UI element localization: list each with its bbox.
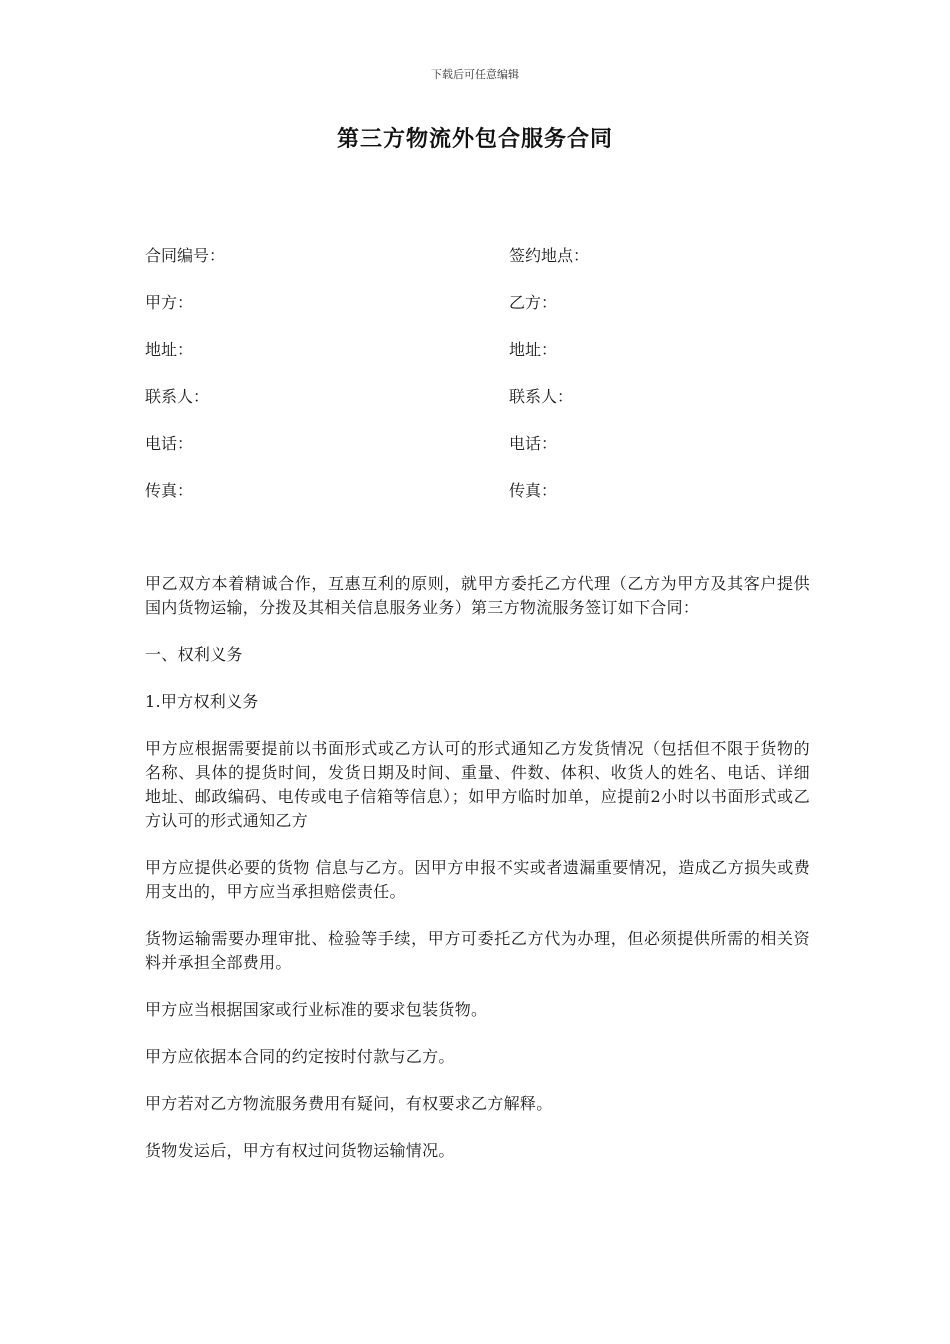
field-party-a-fax: 传真： xyxy=(145,481,194,500)
subsection-heading-party-a: 1.甲方权利义务 xyxy=(145,692,259,711)
field-contract-number: 合同编号： xyxy=(145,246,226,265)
field-party-a: 甲方： xyxy=(145,293,194,312)
clause-provide-info: 甲方应提供必要的货物 信息与乙方。因甲方申报不实或者遗漏重要情况，造成乙方损失或费用支出的，甲方应当承担赔偿责任。 xyxy=(145,858,810,901)
clause-track-shipment: 货物发运后，甲方有权过问货物运输情况。 xyxy=(145,1141,455,1160)
field-party-b-address: 地址： xyxy=(509,340,558,359)
document-title: 第三方物流外包合服务合同 xyxy=(336,126,613,152)
field-row-fax xyxy=(145,479,815,526)
clause-packaging: 甲方应当根据国家或行业标准的要求包装货物。 xyxy=(145,1000,488,1019)
field-row-contract-number xyxy=(145,244,815,291)
clause-approval-procedures: 货物运输需要办理审批、检验等手续，甲方可委托乙方代为办理，但必须提供所需的相关资料并承担全部费用。 xyxy=(145,929,810,972)
clause-notify-shipment: 甲方应根据需要提前以书面形式或乙方认可的形式通知乙方发货情况（包括但不限于货物的名称、具体的提货时间，发货日期及时间、重量、件数、体积、收货人的姓名、电话、详细地址、邮政编码、电传或电子信箱等信息）；如甲方临时加单，应提前2小时以书面形式或乙方认可的形式通知乙方 xyxy=(145,739,810,830)
header-note: 下载后可任意编辑 xyxy=(431,68,519,81)
intro-paragraph: 甲乙双方本着精诚合作，互惠互利的原则，就甲方委托乙方代理（乙方为甲方及其客户提供国内货物运输，分拨及其相关信息服务业务）第三方物流服务签订如下合同： xyxy=(145,574,810,617)
field-party-a-phone: 电话： xyxy=(145,434,194,453)
field-row-phone xyxy=(145,432,815,479)
field-party-a-address: 地址： xyxy=(145,340,194,359)
field-row-contact xyxy=(145,385,815,432)
contract-body xyxy=(145,572,810,1186)
contract-fields xyxy=(145,244,815,526)
field-party-a-contact: 联系人： xyxy=(145,387,210,406)
field-row-address xyxy=(145,338,815,385)
field-party-b-contact: 联系人： xyxy=(509,387,574,406)
clause-fee-inquiry: 甲方若对乙方物流服务费用有疑问，有权要求乙方解释。 xyxy=(145,1094,553,1113)
field-party-b-fax: 传真： xyxy=(509,481,558,500)
field-signing-location: 签约地点： xyxy=(509,246,590,265)
field-row-parties xyxy=(145,291,815,338)
clause-payment: 甲方应依据本合同的约定按时付款与乙方。 xyxy=(145,1047,455,1066)
section-heading-rights-obligations: 一、权利义务 xyxy=(145,645,243,664)
field-party-b: 乙方： xyxy=(509,293,558,312)
field-party-b-phone: 电话： xyxy=(509,434,558,453)
